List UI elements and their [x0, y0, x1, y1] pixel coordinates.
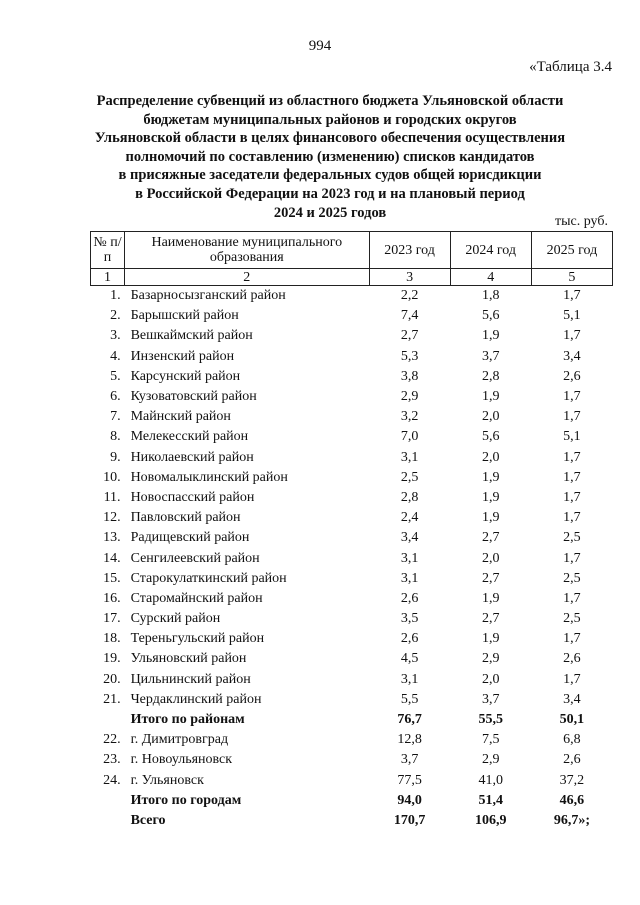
value-2023: 3,2 — [400, 409, 419, 425]
row-number: 7. — [110, 409, 121, 425]
value-2025: 1,7 — [563, 489, 581, 505]
value-2024: 3,7 — [481, 691, 500, 707]
municipality-name: Вешкаймский район — [130, 328, 253, 344]
value-2023: 2,4 — [400, 510, 419, 526]
value-2025: 5,1 — [563, 429, 581, 445]
municipality-name: Старокулаткинский район — [130, 570, 287, 586]
table-reference: «Таблица 3.4 — [529, 59, 612, 75]
municipality-name: Мелекесский район — [130, 429, 249, 445]
municipality-name: Сенгилеевский район — [130, 550, 260, 566]
value-2024: 51,4 — [478, 792, 503, 808]
value-2023: 76,7 — [397, 712, 422, 728]
value-2025: 50,1 — [559, 712, 585, 728]
value-2024: 5,6 — [481, 429, 500, 445]
value-2025: 1,7 — [563, 550, 581, 566]
value-2023: 2,5 — [400, 469, 419, 485]
row-number: 12. — [103, 510, 121, 526]
value-2024: 2,0 — [481, 550, 500, 566]
row-number: 15. — [103, 570, 121, 586]
value-2024: 2,0 — [481, 449, 500, 465]
value-2024: 2,8 — [481, 368, 500, 384]
municipality-name: Итого по городам — [130, 792, 242, 808]
row-number — [91, 710, 125, 730]
municipality-name: Карсунский район — [130, 368, 241, 384]
value-2023: 3,1 — [400, 550, 419, 566]
row-number: 10. — [103, 469, 121, 485]
row-number: 20. — [103, 671, 121, 687]
value-2025: 3,4 — [563, 348, 581, 364]
value-2024: 2,0 — [481, 671, 500, 687]
header-col-number: 4 — [450, 269, 531, 286]
value-2023: 7,0 — [400, 429, 419, 445]
municipality-name: Тереньгульский район — [130, 631, 265, 647]
table-row — [91, 690, 613, 710]
value-2024: 41,0 — [478, 772, 503, 788]
value-2024: 2,7 — [481, 530, 500, 546]
total-row — [91, 811, 613, 831]
value-2025: 1,7 — [563, 631, 581, 647]
value-2025: 1,7 — [563, 288, 581, 304]
value-2023: 3,1 — [400, 570, 419, 586]
value-2024: 1,9 — [481, 469, 500, 485]
municipality-name: Майнский район — [130, 409, 231, 425]
table-row — [91, 771, 613, 791]
value-2025: 96,7»; — [553, 812, 590, 828]
value-2025: 5,1 — [563, 308, 581, 324]
row-number: 6. — [110, 389, 121, 405]
value-2025: 46,6 — [559, 792, 585, 808]
row-number: 18. — [103, 631, 121, 647]
value-2023: 12,8 — [397, 732, 422, 748]
value-2023: 3,1 — [400, 671, 419, 687]
row-number: 24. — [103, 772, 121, 788]
row-number: 4. — [110, 348, 121, 364]
value-2023: 3,7 — [400, 752, 419, 768]
table-row — [91, 569, 613, 589]
table-row — [91, 670, 613, 690]
total-row — [91, 791, 613, 811]
title-line: Ульяновской области в целях финансового обеспечения осуществления — [94, 130, 566, 147]
title-line: в присяжные заседатели федеральных судов общей юрисдикции — [118, 167, 542, 184]
row-number — [91, 791, 125, 811]
table-row — [91, 367, 613, 387]
value-2025: 2,6 — [563, 651, 581, 667]
value-2023: 2,8 — [400, 489, 419, 505]
row-number — [91, 811, 125, 831]
value-2024: 2,7 — [481, 570, 500, 586]
value-2025: 1,7 — [563, 328, 581, 344]
header-2025: 2025 год — [531, 232, 612, 269]
value-2023: 2,9 — [400, 389, 419, 405]
table-row — [91, 468, 613, 488]
row-number: 16. — [103, 590, 121, 606]
table-row — [91, 750, 613, 770]
header-2023: 2023 год — [369, 232, 450, 269]
row-number: 14. — [103, 550, 121, 566]
municipality-name: Инзенский район — [130, 348, 235, 364]
value-2024: 1,9 — [481, 590, 500, 606]
value-2023: 2,2 — [400, 288, 419, 304]
municipality-name: Николаевский район — [130, 449, 254, 465]
value-2024: 2,7 — [481, 611, 500, 627]
value-2023: 3,8 — [400, 368, 419, 384]
value-2024: 1,9 — [481, 510, 500, 526]
row-number: 9. — [110, 449, 121, 465]
municipality-name: Новомалыклинский район — [130, 469, 288, 485]
value-2023: 5,3 — [400, 348, 419, 364]
header-2024: 2024 год — [450, 232, 531, 269]
header-number-row — [91, 269, 613, 286]
table-row — [91, 508, 613, 528]
title-line: Распределение субвенций из областного бюджета Ульяновской области — [96, 93, 564, 109]
value-2023: 94,0 — [397, 792, 422, 808]
municipality-name: Цильнинский район — [130, 671, 251, 687]
title-line: бюджетам муниципальных районов и городских округов — [143, 111, 517, 128]
value-2025: 1,7 — [563, 449, 581, 465]
value-2024: 2,9 — [481, 752, 500, 768]
table-row — [91, 488, 613, 508]
value-2024: 1,8 — [481, 288, 500, 304]
municipality-name: Старомайнский район — [130, 590, 263, 606]
value-2024: 2,0 — [481, 409, 500, 425]
municipality-name: Ульяновский район — [130, 651, 247, 667]
value-2024: 1,9 — [481, 328, 500, 344]
header-row — [91, 232, 613, 269]
value-2023: 2,7 — [400, 328, 419, 344]
value-2025: 2,5 — [563, 611, 581, 627]
value-2025: 1,7 — [563, 409, 581, 425]
row-number: 21. — [103, 691, 121, 707]
value-2025: 1,7 — [563, 590, 581, 606]
municipality-name: г. Ульяновск — [130, 772, 204, 788]
table-row — [91, 286, 613, 307]
value-2024: 2,9 — [481, 651, 500, 667]
value-2025: 3,4 — [563, 691, 581, 707]
value-2025: 2,6 — [563, 368, 581, 384]
value-2024: 1,9 — [481, 489, 500, 505]
value-2023: 3,4 — [400, 530, 419, 546]
table-row — [91, 387, 613, 407]
value-2025: 2,5 — [563, 530, 581, 546]
row-number: 5. — [110, 368, 121, 384]
municipality-name: Итого по районам — [130, 712, 245, 728]
value-2024: 3,7 — [481, 348, 500, 364]
value-2023: 5,5 — [400, 691, 419, 707]
table-row — [91, 609, 613, 629]
table-row — [91, 730, 613, 750]
municipality-name: Кузоватовский район — [130, 389, 257, 405]
value-2023: 4,5 — [400, 651, 419, 667]
value-2024: 7,5 — [481, 732, 500, 748]
header-num: № п/п — [91, 232, 125, 269]
row-number: 11. — [103, 489, 121, 505]
header-name: Наименование муниципального образования — [125, 232, 369, 269]
row-number: 3. — [110, 328, 121, 344]
title-line: в Российской Федерации на 2023 год и на плановый период — [135, 185, 525, 202]
value-2024: 1,9 — [481, 631, 500, 647]
table-row — [91, 589, 613, 609]
value-2024: 1,9 — [481, 389, 500, 405]
units-label: тыс. руб. — [555, 214, 608, 229]
table-row — [91, 548, 613, 568]
table-row — [91, 649, 613, 669]
row-number: 8. — [110, 429, 121, 445]
title-line: 2024 и 2025 годов — [273, 204, 387, 221]
value-2025: 1,7 — [563, 671, 581, 687]
value-2025: 1,7 — [563, 389, 581, 405]
header-col-number: 5 — [531, 269, 612, 286]
table-row — [91, 306, 613, 326]
value-2023: 3,5 — [400, 611, 419, 627]
row-number: 2. — [110, 308, 121, 324]
row-number: 19. — [103, 651, 121, 667]
municipality-name: Сурский район — [130, 611, 221, 627]
value-2024: 106,9 — [474, 812, 507, 828]
table-title — [40, 92, 620, 222]
value-2025: 2,6 — [563, 752, 581, 768]
table-row — [91, 448, 613, 468]
value-2025: 2,5 — [563, 570, 581, 586]
table-row — [91, 528, 613, 548]
table-row — [91, 407, 613, 427]
table-row — [91, 427, 613, 447]
value-2023: 2,6 — [400, 590, 419, 606]
table-body — [91, 286, 613, 832]
municipality-name: Чердаклинский район — [130, 691, 262, 707]
municipality-name: Радищевский район — [130, 530, 250, 546]
municipality-name: Павловский район — [130, 510, 241, 526]
municipality-name: Базарносызганский район — [130, 288, 286, 304]
row-number: 17. — [103, 611, 121, 627]
table-row — [91, 629, 613, 649]
value-2023: 3,1 — [400, 449, 419, 465]
value-2023: 7,4 — [400, 308, 419, 324]
header-col-number: 3 — [369, 269, 450, 286]
municipality-name: г. Димитровград — [130, 732, 229, 748]
row-number: 23. — [103, 752, 121, 768]
table-row — [91, 326, 613, 346]
value-2025: 1,7 — [563, 510, 581, 526]
row-number: 22. — [103, 732, 121, 748]
header-col-number: 2 — [125, 269, 369, 286]
page-number: 994 — [308, 38, 332, 54]
value-2023: 77,5 — [397, 772, 422, 788]
value-2025: 1,7 — [563, 469, 581, 485]
row-number: 13. — [103, 530, 121, 546]
municipality-name: г. Новоульяновск — [130, 752, 233, 768]
municipality-name: Барышский район — [130, 308, 239, 324]
value-2025: 37,2 — [559, 772, 585, 788]
table-row — [91, 347, 613, 367]
subvention-table — [90, 231, 613, 831]
title-line: полномочий по составлению (изменению) списков кандидатов — [125, 148, 535, 165]
value-2024: 5,6 — [481, 308, 500, 324]
value-2025: 6,8 — [563, 732, 581, 748]
municipality-name: Новоспасский район — [130, 489, 255, 505]
value-2023: 170,7 — [393, 812, 426, 828]
total-row — [91, 710, 613, 730]
header-col-number: 1 — [91, 269, 125, 286]
value-2023: 2,6 — [400, 631, 419, 647]
municipality-name: Всего — [130, 812, 166, 828]
row-number: 1. — [110, 288, 121, 304]
value-2024: 55,5 — [478, 712, 503, 728]
